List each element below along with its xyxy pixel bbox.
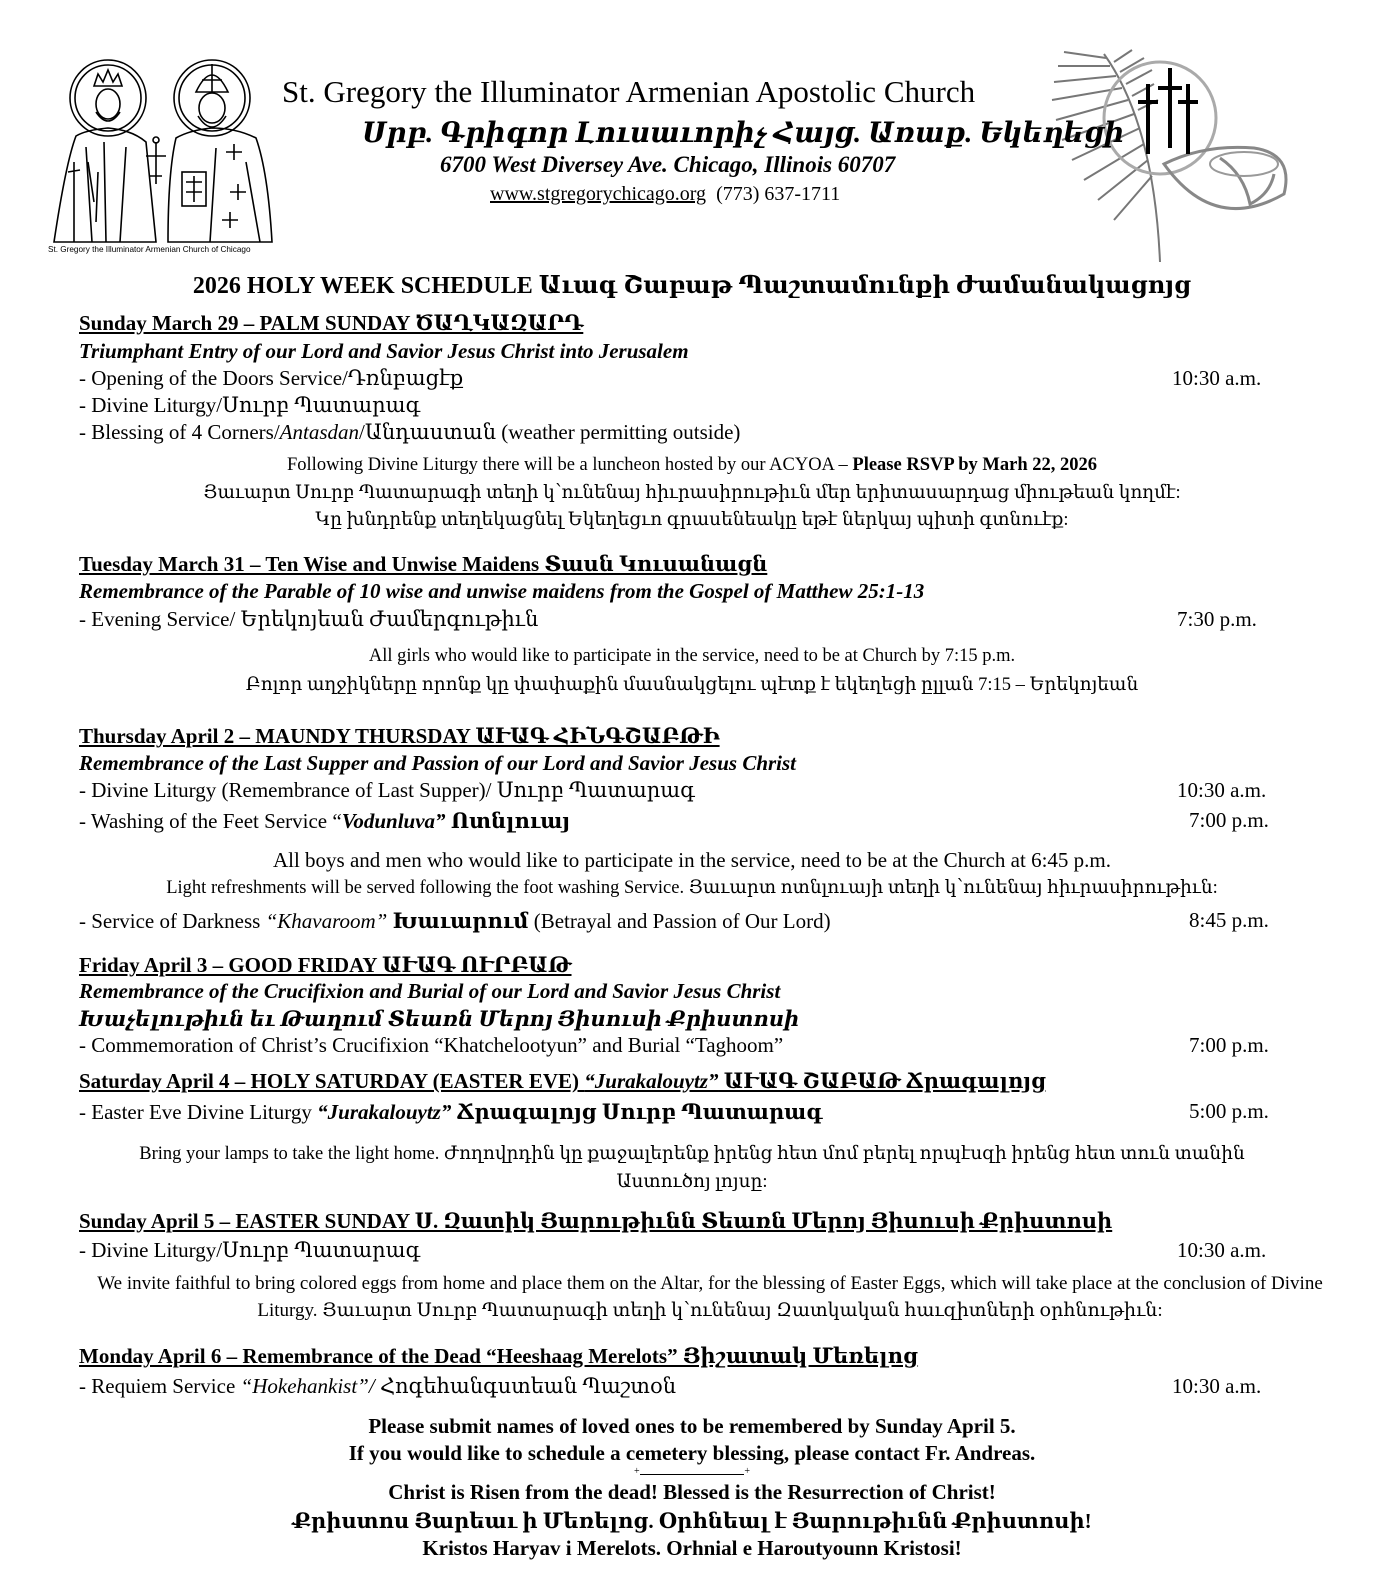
friday-subtitle-armenian: Խաչելութիւն եւ Թաղում Տեառն Մերոյ Յիսուսի Քրիստոսի — [79, 1007, 800, 1031]
note-text: Աստուծոյ լոյսը: — [616, 1172, 768, 1192]
footer-line: Christ is Risen from the dead! Blessed is the Resurrection of Christ! — [388, 1480, 996, 1504]
section-heading-easter: Sunday April 5 – EASTER SUNDAY Ս. Զատիկ Յարութիւնն Տեառն Մերոյ Յիսուսի Քրիստոսի — [79, 1209, 1113, 1233]
footer-divider — [640, 1474, 744, 1475]
note-text: Bring your lamps to take the light home. Ժողովրդին կը քաջալերենք իրենց հետ մոմ բերել որպէսզի իրենց հետ տուն տանին — [139, 1144, 1245, 1164]
schedule-item: - Divine Liturgy (Remembrance of Last Supper)/ Սուրբ Պատարագ — [79, 778, 695, 802]
logo-caption: St. Gregory the Illuminator Armenian Church of Chicago — [48, 245, 251, 254]
schedule-item: - Commemoration of Christ’s Crucifixion “Khatchelootyun” and Burial “Taghoom” — [79, 1033, 784, 1057]
footer-line: If you would like to schedule a cemetery blessing, please contact Fr. Andreas. — [348, 1441, 1036, 1465]
schedule-item: - Divine Liturgy/Սուրբ Պատարագ — [79, 1238, 421, 1262]
schedule-time: 7:30 p.m. — [1177, 607, 1257, 631]
note-text: All boys and men who would like to participate in the service, need to be at the Church at 6:45 p.m. — [272, 848, 1112, 872]
schedule-time: 10:30 a.m. — [1172, 1374, 1262, 1398]
website-link[interactable]: www.stgregorychicago.org — [490, 183, 707, 205]
footer-line: Kristos Haryav i Merelots. Orhnial e Haroutyounn Kristosi! — [422, 1536, 962, 1560]
schedule-item: - Requiem Service “Hokehankist”/ Հոգեհանգստեան Պաշտօն — [79, 1374, 677, 1398]
schedule-time: 10:30 a.m. — [1172, 366, 1262, 390]
section-heading-thursday: Thursday April 2 – MAUNDY THURSDAY ԱՒԱԳ ՀԻՆԳՇԱԲԹԻ — [79, 724, 720, 748]
section-heading-saturday: Saturday April 4 – HOLY SATURDAY (EASTER EVE) “Jurakalouytz” ԱՒԱԳ ՇԱԲԱԹ Ճրագալոյց — [79, 1069, 1046, 1093]
schedule-time: 7:00 p.m. — [1189, 808, 1269, 832]
schedule-item: - Opening of the Doors Service/Դռնբացէք — [79, 366, 464, 390]
schedule-time: 5:00 p.m. — [1189, 1099, 1269, 1123]
note-text: Բոլոր աղջիկները որոնք կը փափաքին մասնակցելու պէտք է եկեղեցի ըլլան 7:15 – Երեկոյեան — [245, 675, 1139, 695]
schedule-item: - Washing of the Feet Service “Vodunluva” Ոտնլուայ — [79, 809, 570, 833]
schedule-item: - Divine Liturgy/Սուրբ Պատարագ — [79, 393, 421, 417]
church-name-armenian: Սրբ. Գրիգոր Լուսաւորիչ Հայց. Առաք. Եկեղեցի — [362, 118, 1125, 149]
church-name-english: St. Gregory the Illuminator Armenian Apostolic Church — [282, 74, 976, 109]
section-heading-monday: Monday April 6 – Remembrance of the Dead “Heeshaag Merelots” Յիշատակ Մեռելոց — [79, 1344, 919, 1368]
footer-line: Please submit names of loved ones to be remembered by Sunday April 5. — [368, 1414, 1016, 1438]
footer-line: Քրիստոս Յարեաւ ի Մեռելոց. Օրհնեալ է Յարութիւնն Քրիստոսի! — [292, 1509, 1092, 1533]
note-text: Following Divine Liturgy there will be a luncheon hosted by our ACYOA – Please RSVP by Marh 22, 2026 — [287, 455, 1097, 475]
schedule-item: - Service of Darkness “Khavaroom” Խաւարում (Betrayal and Passion of Our Lord) — [79, 909, 831, 933]
schedule-item: - Easter Eve Divine Liturgy “Jurakalouytz” Ճրագալոյց Սուրբ Պատարագ — [79, 1100, 823, 1124]
note-text: Light refreshments will be served following the foot washing Service. Յաւարտ ոտնլուայի տեղի կ՝ունենայ հիւրասիրութիւն: — [166, 878, 1218, 898]
note-text: Կը խնդրենք տեղեկացնել Եկեղեցւո գրասենեակը եթէ ներկայ պիտի գտնուէք: — [315, 510, 1069, 530]
thursday-subtitle: Remembrance of the Last Supper and Passion of our Lord and Savior Jesus Christ — [79, 751, 797, 775]
palm-crosses-emblem — [1044, 44, 1294, 264]
section-heading-tuesday: Tuesday March 31 – Ten Wise and Unwise Maidens Տասն Կուսանացն — [79, 552, 768, 576]
church-address: 6700 West Diversey Ave. Chicago, Illinois 60707 — [440, 152, 896, 177]
church-contact — [490, 183, 840, 206]
schedule-item: - Evening Service/ Երեկոյեան Ժամերգութիւն — [79, 607, 539, 631]
friday-subtitle: Remembrance of the Crucifixion and Burial of our Lord and Savior Jesus Christ — [79, 979, 781, 1003]
schedule-time: 10:30 a.m. — [1177, 778, 1267, 802]
schedule-item: - Blessing of 4 Corners/Antasdan/Անդաստան (weather permitting outside) — [79, 420, 741, 444]
note-text: We invite faithful to bring colored eggs from home and place them on the Altar, for the blessing of Easter Eggs, which will take place at the conclusion of Divine Liturgy. Յաւարտ Սուրբ Պատարագի տեղի կ՝ունենայ Զատկական հաւզիտների օրհնութիւն: — [97, 1273, 1323, 1321]
schedule-time: 10:30 a.m. — [1177, 1238, 1267, 1262]
tuesday-subtitle: Remembrance of the Parable of 10 wise and unwise maidens from the Gospel of Matthew 25:1-13 — [79, 579, 925, 603]
section-heading-friday: Friday April 3 – GOOD FRIDAY ԱՒԱԳ ՈՒՐԲԱԹ — [79, 953, 572, 977]
page-title: 2026 HOLY WEEK SCHEDULE Աւագ Շաբաթ Պաշտամունքի Ժամանակացոյց — [192, 273, 1192, 299]
note-text: All girls who would like to participate in the service, need to be at Church by 7:15 p.m. — [368, 646, 1016, 666]
church-logo-saints — [46, 52, 278, 254]
palm-sunday-subtitle: Triumphant Entry of our Lord and Savior Jesus Christ into Jerusalem — [79, 339, 689, 363]
section-heading-palm-sunday: Sunday March 29 – PALM SUNDAY ԾԱՂԿԱԶԱՐԴ — [79, 311, 584, 335]
phone-number: (773) 637-1711 — [716, 183, 841, 205]
schedule-time: 8:45 p.m. — [1189, 908, 1269, 932]
schedule-time: 7:00 p.m. — [1189, 1033, 1269, 1057]
note-text: Յաւարտ Սուրբ Պատարագի տեղի կ՝ունենայ հիւրասիրութիւն մեր երիտասարդաց միութեան կողմէ: — [203, 483, 1181, 503]
